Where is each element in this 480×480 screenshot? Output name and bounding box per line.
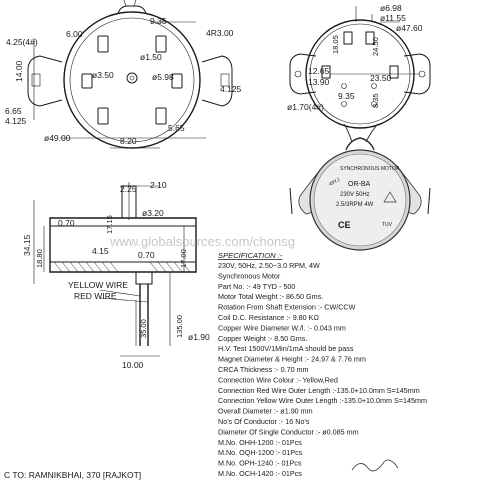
spec-line: No's Of Conductor :- 16 No's [218, 417, 310, 426]
dim-rear-h4: 9.35 [338, 91, 355, 101]
spec-line: Diameter Of Single Conductor :- ø0.085 mm [218, 427, 359, 437]
dim-shaft-w: 2.25 [120, 184, 137, 194]
dim-rear-h2: 13.90 [308, 77, 330, 87]
dim-inner-h: 18.80 [35, 249, 44, 268]
signature-mark [352, 460, 398, 471]
rear-view [287, 3, 430, 128]
dim-flange: 4.15 [92, 246, 109, 256]
front-lug-2 [156, 36, 166, 52]
dim-left-hole-offset: 6.00 [66, 29, 83, 39]
spec-line: Copper Wire Diameter W./l. :- 0.043 mm [218, 323, 346, 333]
specification-block [218, 251, 427, 478]
watermark: www.globalsources.com/chonsg [110, 234, 295, 249]
side-wire-exit [136, 272, 152, 284]
dim-left-hole-dia: 4.25(4#) [6, 37, 38, 47]
front-lug-3 [82, 74, 92, 88]
spec-line: Rotation From Shaft Extension :- CW/CCW [218, 302, 356, 312]
spec-line: 230V, 50Hz, 2.50~3.0 RPM, 4W [218, 261, 320, 270]
dim-height: 14.00 [14, 60, 24, 82]
photo-label-orba: OR-BA [348, 181, 371, 188]
dim-shaft-dia: ø3.20 [142, 208, 164, 218]
dim-shaft-h: 17.15 [105, 215, 114, 234]
front-right-ear [202, 56, 232, 106]
dim-wire-len2: 135.00 [175, 315, 184, 338]
dim-strip: 10.00 [122, 360, 144, 370]
dim-rear-mount-holes: ø1.70(4#) [287, 102, 324, 112]
spec-line: M.No. OPH-1240 :- 01Pcs [218, 458, 302, 468]
front-left-slot [32, 74, 40, 86]
dim-outer-dia: ø49.00 [44, 133, 71, 143]
spec-line: M.No. OQH-1200 :- 01Pcs [218, 448, 303, 458]
dim-top-offset: 9.35 [150, 16, 167, 26]
front-view [5, 0, 242, 148]
dim-body-h: 34.15 [22, 234, 32, 256]
spec-title: SPECIFICATION :- [218, 251, 283, 260]
front-lug-5 [98, 108, 108, 124]
spec-line: Copper Weight :- 8.50 Gms. [218, 333, 308, 343]
dim-rear-v1: 18.05 [331, 35, 340, 54]
photo-label-rpm: 2.5/3RPM 4W [336, 202, 374, 208]
dim-rear-hole-b: ø11.55 [380, 13, 406, 23]
front-lug-1 [98, 36, 108, 52]
dim-rear-hole-a: ø6.98 [380, 3, 402, 13]
dim-rear-v3: 8.35 [371, 93, 380, 108]
rear-slot-1 [344, 32, 352, 44]
dim-hole-left: ø3.50 [92, 70, 114, 80]
spec-line: Connection Red Wire Outer Length :-135.0+10.0mm S=145mm [218, 385, 420, 395]
label-yellow-wire: YELLOW WIRE [68, 280, 128, 290]
dim-left-len: 0.70 [58, 218, 75, 228]
spec-line: CRCA Thickness :- 0.70 mm [218, 365, 309, 374]
spec-line: Part No. :- 49 TYD - 500 [218, 281, 296, 291]
front-center-hub [127, 73, 137, 83]
dim-center-hole: ø1.50 [140, 52, 162, 62]
photo-label-volt: 230V 50Hz [340, 192, 370, 198]
dim-flange-h: 17.00 [179, 249, 188, 268]
dim-hole-right: ø5.98 [152, 72, 174, 82]
dim-rear-h3: 23.50 [370, 73, 392, 83]
dim-wire-dia: ø1.90 [188, 332, 210, 342]
spec-line: Magnet Diameter & Height :- 24.97 & 7.76 mm [218, 354, 366, 364]
dim-left-bottom2: 4.125 [5, 116, 27, 126]
dim-rear-h1: 12.65 [308, 66, 330, 76]
dim-left-bottom: 6.65 [5, 106, 22, 116]
dim-wire-len1: 35.00 [139, 319, 148, 338]
footer-note: C TO: RAMNIKBHAI, 370 [RAJKOT] [4, 470, 142, 480]
motor-photo [290, 124, 430, 250]
spec-line: M.No. OHH-1200 :- 01Pcs [218, 437, 302, 447]
spec-line: Synchronous Motor [218, 271, 281, 281]
photo-wires [346, 138, 374, 150]
label-red-wire: RED WIRE [74, 291, 117, 301]
front-left-ear [28, 56, 62, 106]
dim-right-side: 4.125 [220, 84, 242, 94]
dim-rear-outer-dia: ø47.60 [396, 23, 423, 33]
dim-rear-v2: 24.50 [371, 37, 380, 56]
dim-bottom-center: 8.20 [120, 136, 137, 146]
spec-line: Connection Yellow Wire Outer Length :-135.0+10.0mm S=145mm [218, 396, 427, 406]
photo-label-49yj: 49YJ [328, 177, 342, 188]
spec-line: M.No. OCH-1420 :- 01Pcs [218, 469, 302, 478]
front-lug-6 [156, 108, 166, 124]
side-view [22, 180, 210, 370]
dim-shaft-top: 2.10 [150, 180, 167, 190]
photo-label-ce: CE [338, 220, 351, 230]
spec-line: H.V. Test 1500V/1Min/1mA should be pass [218, 344, 354, 354]
dim-flange2: 0.70 [138, 250, 155, 260]
photo-label-tuv: TUV [382, 222, 392, 228]
spec-line: Motor Total Weight :- 86.50 Gms. [218, 292, 324, 302]
spec-line: Overall Diameter :- ø1.90 mm [218, 406, 313, 416]
photo-label-sync: SYNCHRONOUS MOTOR [340, 166, 400, 172]
spec-line: Connection Wire Colour :- Yellow,Red [218, 375, 338, 385]
dim-bottom-right: 5.65 [168, 123, 185, 133]
spec-lines [218, 261, 427, 478]
front-center-hole [130, 76, 134, 80]
dim-corner-radius: 4R3.00 [206, 28, 234, 38]
spec-line: Coil D.C. Resistance :- 9.80 KΩ [218, 313, 319, 322]
